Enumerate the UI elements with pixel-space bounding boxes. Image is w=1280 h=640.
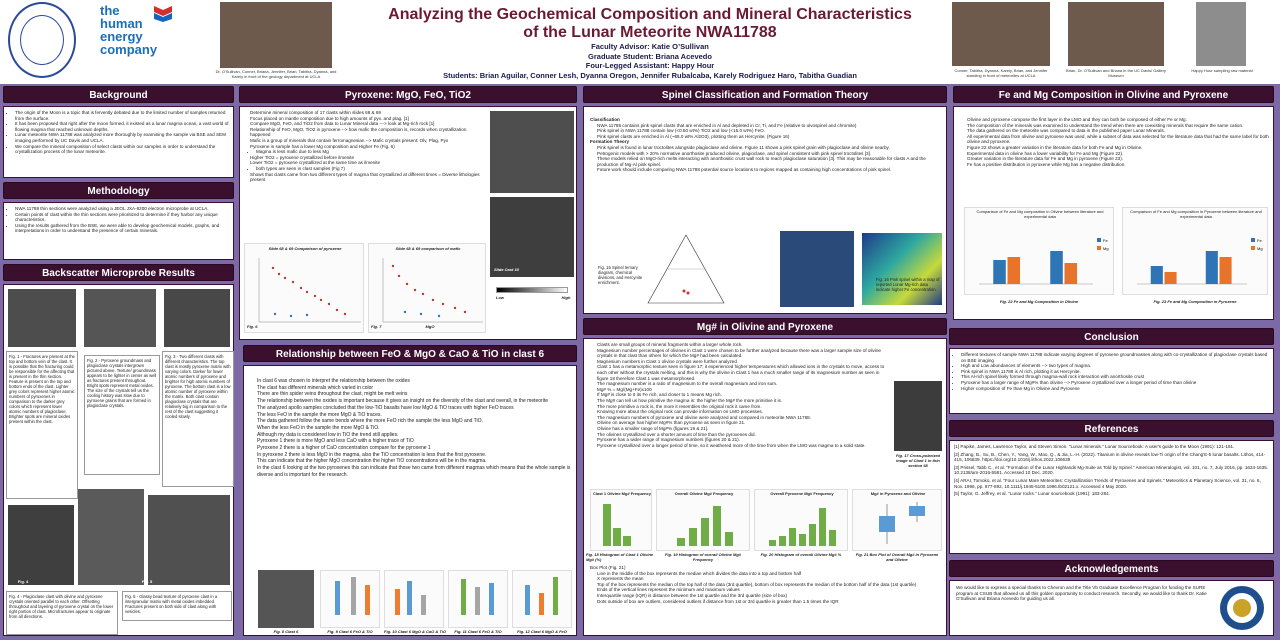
mg-item: • If Mg# is close to 0 its Fe rich, and closer to 1 means Mg rich. — [597, 392, 890, 398]
fig23-chart — [1122, 207, 1268, 295]
relationship-item: • In the clast 6 looking at the two pyroxenes this can indicate that those two came from different magmas which means that the whole sample is diverse and is important for the research. — [257, 465, 572, 478]
greyscale-bar — [496, 287, 568, 293]
relationship-item: • In pyroxene 2 there is less MgO in the magma, also the TiO concentration is less that the first pyroxene. — [257, 452, 572, 459]
fig11-chart — [448, 570, 508, 628]
legend-label: Mg — [1257, 246, 1263, 251]
scale-low: Low — [496, 295, 504, 300]
spinel-header: Spinel Classification and Formation Theory — [583, 86, 947, 103]
pyroxene-item: • Shows that clasts came from two different types of magma that crystallized at different times = Diverse lithologies present — [250, 172, 485, 183]
bar-fe — [1050, 251, 1063, 284]
boxplot-item: • Line in the middle of the box represents the median which divides the data into a top and bottom half — [597, 571, 942, 577]
bse-image-4 — [8, 505, 74, 585]
relationship-item: • In clast 6 was chosen to interpret the relationship between the oxides — [257, 378, 572, 385]
fig19-bars — [657, 498, 751, 552]
fig7-scatter — [368, 243, 486, 333]
clast1-xpl-image — [894, 381, 942, 451]
grad-student: Graduate Student: Briana Acevedo — [588, 51, 712, 61]
fig4-caption: Fig. 4 - Plagioclase clast with olivine and pyroxene crystals oriented parallel to each other. Offsetting throughout and layering of pyroxene crystal on the lower right portion of clast. Microfractures appear to originate from all directions. — [6, 591, 118, 635]
relationship-text — [250, 378, 572, 568]
sponsor-line1: the — [100, 3, 120, 18]
mg-item: • The Mg# can tell us how primitive the magma is: the higher the Mg# the more primitive it is. — [597, 398, 890, 404]
boxplot-item: • Top of the box represents the median of the top half of the data (3rd quartile), bottom of box represents the median of the bottom half of the data (1st quartile) — [597, 582, 942, 588]
background-panel — [3, 106, 234, 178]
pyroxene-item: • Relationship of FeO, MgO, TiO2 in pyroxene --> how mafic the composition is, records when crystallization happened — [250, 127, 485, 138]
relationship-item: • When the less FeO in the sample the more MgO & TiO. — [257, 425, 572, 432]
background-item: • We compare the mineral composition of select clasts within our samples in order to understand the crystallization process of the lunar meteorite. — [15, 144, 229, 155]
group-photo-3 — [1068, 2, 1164, 66]
pyroxene-text — [243, 110, 485, 240]
femg-item: • All experimental data from olivine and pyroxene was used, while a subset of data was selected for the literature data that had the same label for both olivine and pyroxene. — [967, 134, 1270, 145]
relationship-panel — [243, 365, 577, 636]
pyroxene-item: • Mafic is a group of minerals that contain ferromagnesian --> Mafic crystals present: Olv, Plag, Pyx — [250, 138, 485, 144]
sponsor-line2: human — [100, 16, 143, 31]
backscatter-panel — [3, 284, 234, 636]
mg-item: • Clast 1 has a metamorphic texture seen in figure 17; it experienced higher temperatures which allowed ions in the crystals to move, access to each other without the crystals melting, and this is why the olivine in Clast 1 has a much smaller range of its magnesium number as seen in figure 18 therefore Clast 1 was metamorphosed. — [597, 364, 890, 381]
pyroxene-item: • Higher TiO2 = pyroxene crystallized before ilmenite — [250, 155, 485, 161]
fig20-histogram — [754, 489, 848, 551]
fig22-chart — [964, 207, 1114, 295]
fig12-chart — [512, 570, 572, 628]
pyroxene-bse-image-2 — [490, 197, 574, 277]
boxplot-item: • Dots outside of box are outliers, considered outliers if distance from 1st or 3rd quartile is greater than 1.5 times the IQR — [597, 599, 942, 605]
boxplot-item: • X represents the mean — [597, 576, 942, 582]
spinel-item: • Future work should include comparing NWA 11788 potential source locations to regions mapped as containing high concentrations of pink spinel. — [597, 167, 942, 173]
spinel-bse-image — [780, 231, 854, 307]
fig6-scatter — [244, 243, 364, 333]
fig9-chart — [320, 570, 380, 628]
clast6-image — [258, 570, 314, 628]
fig2-caption: Fig. 2 - Pyroxene groundmass and plagioclase crystals intergrown pictured above. Texture/ groundmass appears to be lighter in center as well as fractures present throughout. Bright spots represent metal oxides. The size of the crystals tell us the cooling history was slow due to pyroxene grains that are formed in plagioclase crystals. — [84, 355, 160, 475]
mg-item: • The magnesium number is a ratio of magnesium to the overall magnesium and iron sum. — [597, 381, 890, 387]
legend-swatch — [1251, 238, 1255, 242]
reference-item: [3] Prissel, Tabb C., et al. "Formation of the Lunar Highlands Mg-Suite as Told by Spinel." American Mineralogist, vol. 101, no. 7, July 2016, pp. 1624-1635. 10.2138/am-2016-5581. Accessed 10 Dec. 2020. — [954, 464, 1269, 476]
legend-label: Mg — [1103, 246, 1109, 251]
spinel-ternary-diagram — [644, 231, 728, 309]
relationship-item: • The relationship between the oxides is important because it gives an insight on the diversity of the clast and overall, in the meteorite — [257, 398, 572, 405]
fig22-caption: Fig. 22 Fe and Mg Composition in Olivine — [999, 299, 1079, 304]
education-seal-logo — [1218, 584, 1266, 632]
fig15-caption: Fig. 15 Spinel ternary diagram, chemical divisions, and Hercynite enrichment. — [596, 263, 646, 303]
fig6-title: Slide 68 & 69 Comparison of pyroxene — [268, 246, 342, 251]
fig7-xlabel: MgO — [425, 324, 435, 329]
mg-item: • Mg# % = Mg/(Mg+Fe)x100 — [597, 387, 890, 393]
conclusion-item: • This Al-rich spinel likely formed through magma-wall rock interaction with anorthosite crust — [961, 374, 1269, 380]
mg-item: • Knowing more about the original rock can provide information on LMO processes. — [597, 409, 890, 415]
fig21-boxplot — [852, 489, 942, 551]
bse-image-6 — [148, 495, 230, 585]
background-header: Background — [3, 86, 234, 103]
photo1-caption: Dr. O'Sullivan, Conner, Briana, Jennifer, Brian, Tabitha, Dyanna, and Karely in front of the geology department at UCLA — [215, 69, 337, 79]
scale-high: High — [561, 295, 571, 300]
backscatter-header: Backscatter Microprobe Results — [3, 264, 234, 281]
poster-header — [0, 0, 1280, 84]
ack-panel — [949, 580, 1274, 636]
fig21-plot — [853, 498, 943, 552]
fig9-caption: Fig. 9 Clast 6 FeO & TiO — [327, 629, 373, 634]
ack-header: Acknowledgements — [949, 560, 1274, 577]
bse-image-5 — [78, 489, 144, 585]
relationship-item: • Pyroxene 1 there is more MgO and less CaO with a higher trace of TiO — [257, 438, 572, 445]
mg-item: • Magnesium number percentages of olivines in Clast 1 were chosen to be further analyzed because there was a larger sample size of olivine crystals in that clast than others for which the Mg# had been calculated. — [597, 348, 890, 359]
methodology-item: • Using the results gathered from the BSE, we were able to develop geochemical models, graphs, and interpretations in order to understand the presence of certain minerals. — [15, 223, 229, 234]
fig20-title: Overall Pyroxene Mg# Frequency — [770, 491, 834, 496]
fig18-histogram — [590, 489, 652, 551]
femg-item: • Fe has a positive distribution in pyroxene while Mg has a negative distribution. — [967, 162, 1270, 168]
relationship-header: Relationship between FeO & MgO & CaO & TiO in clast 6 — [243, 345, 577, 362]
conclusion-panel — [949, 348, 1274, 414]
fig7-plot — [369, 254, 487, 334]
ack-text: We would like to express a special thanks to Chevron and the Title Vb Graduate Excellence Program for funding the SURE program at CSUB that allowed us all this golden opportunity to conduct research. Secondly, we would like to thank Dr. Katie O'Sullivan and Briana Acevedo for guiding us all. — [956, 585, 1207, 602]
fig6-plot — [245, 254, 365, 334]
spinel-item: • Petrogenic models with > 20% normative anorthosite produced olivine, plagioclase, and spinel consistent with pink spinel troctolites [3]. — [597, 151, 942, 157]
reference-item: [1] Papike, James, Lawrence Taylor, and Steven Simon. "Lunar minerals." Lunar Sourcebook: A user's guide to the Moon (1991): 121-181. — [954, 444, 1235, 449]
boxplot-item: • Interquartile range (IQR) is distance between the 1st quartile and the 3rd quartile (size of box) — [597, 593, 942, 599]
fig23-caption: Fig. 23 Fe and Mg Composition in Pyroxene — [1153, 299, 1237, 304]
fig11-bars — [449, 571, 507, 619]
legend-swatch — [1097, 238, 1101, 242]
group-photo-2 — [952, 2, 1050, 66]
assistant: Four-Legged Assistant: Happy Hour — [585, 61, 715, 70]
relationship-item: • Although my data is considered low in TiO the trend still applies. — [257, 432, 572, 439]
pyroxene-item: • Magma is less mafic due to less Mg — [256, 149, 485, 155]
classification-heading: Classification — [590, 117, 620, 122]
fig17-caption: Fig. 17 Cross-polarized image of Clast 1 in thin section 68 — [895, 453, 940, 468]
spinel-panel — [583, 106, 947, 314]
methodology-item: • NWA 11788 thin sections were analyzed using a JEOL JXA-8200 electron microprobe at UCLA. — [15, 206, 229, 212]
bar-mg — [1165, 272, 1177, 284]
pyroxene-item: • Determine mineral composition of 17 clasts within slides 68 & 69 — [250, 110, 485, 116]
spinel-item: • NWA 11788 contains pink spinel clasts that are enriched in Al and depleted in Cr, Ti, and Fe (relative to ulvospinel and chromite) — [597, 123, 942, 129]
fig18-caption: Fig. 18 Histogram of Clast 1 Olivine Mg# (%) — [586, 552, 654, 562]
fig19-caption: Fig. 19 Histogram of overall Olivine Mg# Frequency — [664, 552, 742, 562]
reference-item: [4] ARAI, Tomoko, et al. "Four Lunar Mare Meteorites: Crystallization Trends of Pyroxenes and Spinels." Meteoritics & Planetary Science, vol. 31, no. 6, Nov. 1996, pp. 877-892, 10.1111/j.1945-5100.1996.tb02121.x. Accessed 4 May 2020. — [954, 477, 1261, 489]
legend-swatch — [1097, 246, 1101, 250]
poster-authors — [370, 42, 930, 80]
dog-photo — [1196, 2, 1246, 66]
bse-image-1 — [8, 289, 76, 347]
photo4-caption: Happy Hour sampling raw material — [1191, 68, 1253, 73]
relationship-item: • There are thin spider veins throughout the clast, might be melt veins — [257, 391, 572, 398]
mg-header: Mg# in Olivine and Pyroxene — [583, 318, 947, 335]
relationship-item: • The clast has different minerals which varied in color — [257, 385, 572, 392]
background-item: • It has been proposed that right after the moon formed, it existed as a lunar magma ocean, a vast world of flowing magma that reached unknown depths. — [15, 121, 229, 132]
fig11-caption: Fig. 11 Clast 6 FeO & TiO — [454, 629, 502, 634]
reference-item: [5] Taylor, G. Jeffrey, et al. "Lunar rocks." Lunar sourcebook (1991): 183-284. — [954, 491, 1110, 497]
poster-title — [370, 6, 930, 42]
mg-item: • Clasts are small groups of mineral fragments within a larger whole rock. — [597, 342, 890, 348]
mg-panel — [583, 338, 947, 636]
fig22-title: Comparison of Fe and Mg composition in Olivine between literature and experimental data — [976, 209, 1104, 219]
mg-item: • The olivines crystallized over a shorter amount of time than the pyroxenes did. — [597, 432, 890, 438]
references-header: References — [949, 420, 1274, 437]
chevron-icon — [152, 4, 174, 22]
femg-item: • Figure 22 shows a greater variation in the literature data for both Fe and Mg in Olivine. — [967, 145, 1270, 151]
sponsor-line4: company — [100, 42, 158, 57]
spinel-item: • Pink spinel is found in lunar troctolites alongside plagioclase and olivine. Figure 11 shows a pink spinel grain with plagioclase and olivine nearby. — [597, 145, 942, 151]
fig7-label: Fig. 7 — [371, 324, 382, 329]
bse-image-2 — [84, 289, 156, 347]
fig4-label: Fig. 4 — [17, 579, 29, 584]
femg-panel — [953, 106, 1274, 320]
legend-label: Fe — [1257, 238, 1262, 243]
title-line2: of the Lunar Meteorite NWA11788 — [523, 24, 777, 41]
femg-item: • Experimental data in olivine has a lower variability for Fe and Mg (Figure 22). — [967, 151, 1270, 157]
femg-item: • The composition of the minerals was examined to understand the trend when there are coexisting minerals that require the same cation. — [967, 123, 1270, 129]
fig10-bars — [385, 571, 443, 619]
title-line1: Analyzing the Geochemical Composition and Mineral Characteristics — [388, 6, 912, 23]
bar-fe — [1206, 251, 1218, 284]
csub-seal-logo — [8, 2, 76, 78]
photo2-caption: Conner, Tabitha, Dyanna, Karely, Brian, and Jennifer standing in front of meteorites at UCLA — [954, 68, 1048, 78]
mg-item: • Magnesium numbers in Clast 1 olivine crystals were further analyzed — [597, 359, 890, 365]
boxplot-item: • Ends of the vertical lines represent the minimum and maximum values — [597, 587, 942, 593]
spinel-item: • These models relied on MgO-rich melts interacting with anorthositic crust wall rock to reach plagioclase saturation [3]. This may be reasonable for clasts A and the production of Mg-Al pink spinel. — [597, 156, 942, 167]
conclusion-item: • Pink spinel in NWA 11788 is Al rich, plotting it as Hercynite. — [961, 369, 1269, 375]
pyroxene-bse-image-1 — [490, 111, 574, 193]
conclusion-item: • High and Low abundances of elements --> two types of magma. — [961, 363, 1269, 369]
students: Students: Brian Aguilar, Conner Lesh, Dyanna Oregon, Jennifer Rubalcaba, Karely Rodriguez Haro, Tabitha Guadian — [443, 70, 857, 80]
conclusion-item: • Different textures of sample NWA 11788 indicate varying degrees of pyroxene groundmasses along with co-crystallization of plagioclase crystals based on BSE imaging — [961, 352, 1269, 363]
fig5-label: Fig. 5 — [141, 579, 153, 584]
mg-item: • Pyroxene crystallized over a longer period of time, so it weathered more of the time from when the LMO was magma to a solid state. — [597, 443, 890, 449]
conclusion-header: Conclusion — [949, 328, 1274, 345]
femg-item: • The data gathered on the meteorite was compared to data in the published paper Lunar Minerals. — [967, 128, 1270, 134]
pyroxene-panel — [239, 106, 577, 340]
femg-item: • Greater variation in the literature data for Fe and Mg in pyroxene (Figure 23). — [967, 156, 1270, 162]
boxplot-text — [590, 565, 942, 633]
fig1-caption: Fig. 1 - Fractures are present at the top and bottom vein of the clast. It is possible that the fracturing could be responsible for the affecting that is present in the thin section. Feature is present on the top and bottom ends of the clast. Lighter grey colors represent higher atomic numbers of pyroxenes in comparison to the darker grey colors which represent lower atomic numbers of plagioclase. Brighter spots are mineral oxides present within the clast. — [6, 351, 78, 499]
fig8-caption: Fig. 8 Clast 6 — [273, 629, 299, 634]
sponsor-line3: energy — [100, 29, 143, 44]
fig12-caption: Fig. 12 Clast 6 MgO & FeO — [517, 629, 567, 634]
mg-item: • Olivine has a smaller range of Mg#% (figures 19 & 21). — [597, 426, 890, 432]
formation-heading: Formation Theory — [590, 139, 630, 145]
fig16-caption: Fig. 16 Pink spinel within a map of reported Lunar Mg-rich data indicate higher Fe concentration. — [876, 277, 940, 292]
fig20-bars — [755, 498, 849, 552]
background-item: • The origin of the Moon is a topic that is fervently debated due to the limited number of samples returned from the surface. — [15, 110, 229, 121]
conclusion-item: • Higher composition of Fe than Mg in Olivine and Pyroxene — [961, 386, 1269, 392]
fig22-plot — [965, 218, 1115, 294]
legend-label: Fe — [1103, 238, 1108, 243]
boxplot-heading: Box Plot (Fig. 21) — [590, 565, 626, 570]
spinel-item: • Pink spinel clasts are enriched in Al (~65.0 wt% Al2O3), plotting them as Hercynite. (Figure 16) — [597, 134, 942, 140]
relationship-item: • The analyzed apollo samples concluded that the low-TiO basalts have low MgO & TiO traces with higher FeO traces — [257, 405, 572, 412]
bar-mg — [1065, 263, 1078, 284]
pyroxene-item: • Focus placed on mantle composition due to high amounts of pyx. and plag. [1] — [250, 116, 485, 122]
bar-fe — [993, 260, 1006, 284]
fig5-caption: Fig. 5 - Glassy bead texture of pyroxene clast in a intergranular matrix with metal oxides imbedded. Fractures present on both side of clast along with vesicles. — [122, 591, 232, 621]
fig19-title: Overall Olivine Mg# Frequency — [674, 491, 734, 496]
femg-text — [960, 117, 1270, 205]
relationship-item: • The data gathered follow the same trends where the more FeO rich the sample the less MgO and TiO. — [257, 418, 572, 425]
conclusion-item: • Pyroxene has a larger range of Mg#% than olivine --> Pyroxene crystallized over a longer period of time than olivine — [961, 380, 1269, 386]
fig20-caption: Fig. 20 Histogram of overall Olivine Mg# % — [760, 552, 842, 557]
femg-header: Fe and Mg Composition in Olivine and Pyroxene — [953, 86, 1274, 103]
spinel-text — [590, 117, 942, 235]
fig9-bars — [321, 571, 379, 619]
mg-text — [590, 342, 890, 490]
methodology-header: Methodology — [3, 182, 234, 199]
bar-mg — [1008, 257, 1021, 284]
fig21-caption: Fig. 21 Box Plot of Overall Mg# in Pyroxene and Olivine — [855, 552, 939, 562]
mg-item: • The magnesium numbers of pyroxene and olivine were analyzed and compared in meteorite NWA 11788. — [597, 415, 890, 421]
advisor: Faculty Advisor: Katie O’Sullivan — [591, 42, 709, 51]
pyroxene-item: • Lower TiO2 = pyroxene crystallized at the same time as ilmenite — [250, 160, 485, 166]
pyroxene-item: • Compare MgO, FeO, and TiO2 from data to Lunar Mineral data ---> look at Mg-rich rock [1] — [250, 121, 485, 127]
references-panel — [949, 440, 1274, 554]
fig7-title: Slide 68 & 69 comparison of mafic — [395, 246, 461, 251]
photo3-caption: Brian, Dr. O'Sullivan and Briana in the UC Davis/ Gallery Museum — [1066, 68, 1166, 78]
fig23-plot — [1123, 218, 1269, 294]
fig12-bars — [513, 571, 571, 619]
reference-item: [2] Zhang, B., Su, B., Chen, Y., Yang, W., Mao, Q., & Jia, L.-H. (2022). Titanium in olivine reveals low-Ti origin of the Chang'E-5 lunar basalts. Lithos, 414-415, 106639. https://doi.org/10.1016/j.lithos.2022.106639 — [954, 451, 1266, 463]
fig18-bars — [591, 498, 653, 552]
mg-item: • Olivine on average has higher Mg#% than pyroxene as seen in figure 21. — [597, 420, 890, 426]
background-item: • Lunar meteorite NWA 11788 was analyzed more thoroughly by examining the sample via BSE and SEM imaging performed by UC Davis and UCLA. — [15, 132, 229, 143]
relationship-item: • This can indicate that the higher MgO concentration the higher TiO concentrations will be in the magma. — [257, 458, 572, 465]
spinel-item: • Pink spinel in NWA 11788 contain low (<0.50 wt%) TiO2 and low (<15.0 wt%) FeO. — [597, 128, 942, 134]
bar-fe — [1151, 266, 1163, 284]
bar-mg — [1220, 257, 1232, 284]
slide-label: Slide Cast 10 — [494, 267, 519, 272]
femg-item: • Olivine and pyroxene compose the first layer in the LMO and they can both be composed of either Fe or Mg. — [967, 117, 1270, 123]
pyroxene-item: • Pyroxene in sample has a lower Mg composition and Higher Fe (Fig. 6) — [250, 144, 485, 150]
pyroxene-item: • both types are seen in clast samples (Fig 7) — [256, 166, 485, 172]
pyroxene-header: Pyroxene: MgO, FeO, TiO2 — [239, 86, 577, 103]
bse-image-3 — [164, 289, 230, 347]
methodology-panel — [3, 202, 234, 260]
methodology-item: • Certain points of clast within the thin sections were prioritized to determine if they harbor any unique characteristics. — [15, 212, 229, 223]
mg-item: • The more primitive a rock is, the more it resembles the original rock it came from. — [597, 404, 890, 410]
fig21-title: Mg# in Pyroxene and Olivine — [870, 491, 926, 496]
fig18-title: Clast 1 Olivine Mg# Frequency — [592, 491, 652, 496]
relationship-item: • The less FeO in the sample the more MgO & TiO traces. — [257, 412, 572, 419]
fig10-caption: Fig. 10 Clast 6 MgO & CaO & TiO — [384, 629, 446, 634]
mg-item: • Pyroxene has a wider range of magnesium numbers (figures 20 & 21). — [597, 437, 890, 443]
legend-swatch — [1251, 246, 1255, 250]
fig3-caption: Fig. 3 - Two different clasts with different characteristics. The top clast is mostly pyroxene matrix with varying colors. Darker for lower atomic numbers of pyroxene and brighter for high atomic numbers of pyroxene. The bottom clast is a low atomic number of pyroxene within the matrix. Both clast contain plagioclase crystals that are relatively big in comparison to the rest of the clast suggesting it cooled slowly. — [162, 351, 234, 487]
relationship-item: • Pyroxene 2 there is a higher of CaO concentration compare for the pyroxene 1 — [257, 445, 572, 452]
fig6-label: Fig. 6 — [247, 324, 258, 329]
fig19-histogram — [656, 489, 750, 551]
fig10-chart — [384, 570, 444, 628]
group-photo-1 — [220, 2, 332, 68]
fig23-title: Comparison of Fe and Mg composition in Pyroxene between literature and experimental data — [1130, 209, 1262, 219]
